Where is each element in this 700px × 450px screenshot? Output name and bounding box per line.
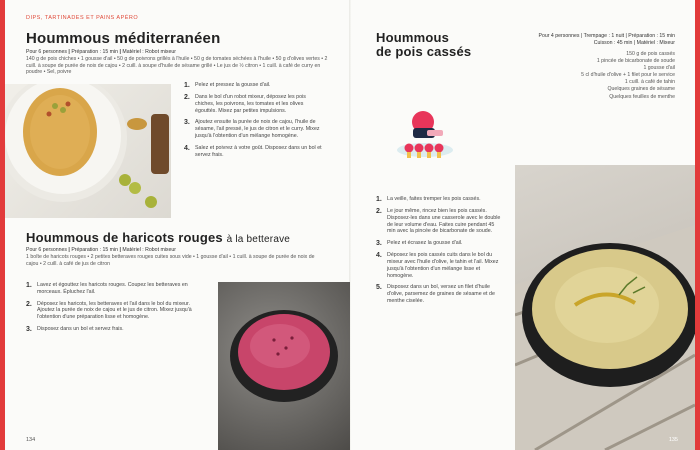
recipe1-step: 2. Dans le bol d'un robot mixeur, déposez les pois chiches, les poivrons, les tomates et les olives égouttés. Mixez par petites impulsions.: [184, 94, 306, 114]
recipe1-steps: [184, 82, 324, 163]
beet-hummus-bowl-illustration: [218, 282, 350, 450]
recipe2-steps: [26, 282, 198, 338]
section-tag: DIPS, TARTINADES ET PAINS APÉRO: [26, 15, 139, 21]
recipe2-servings: Pour 6 personnes: [26, 247, 67, 253]
recipe3-title: Hoummous de pois cassés: [376, 30, 472, 59]
recipe2-ingredients: 1 boîte de haricots rouges • 2 petites betteraves rouges cuites sous vide • 1 gousse d'ail • 1 cuill. à soupe de purée de noix de cajou • 2 cuill. à café de jus de citron: [26, 254, 315, 267]
ingredient-item: 150 g de pois cassés: [626, 51, 675, 57]
recipe3-steps: [376, 196, 502, 310]
ingredient-item: 1 pincée de bicarbonate de soude: [596, 58, 675, 65]
recipe2-prep: Préparation : 15 min: [71, 247, 119, 253]
recipe1-step: 4. Salez et poivrez à votre goût. Disposez dans un bol et servez frais.: [184, 144, 322, 158]
recipe3-step: 2. Le jour même, rincez bien les pois cassés. Disposez-les dans une casserole avec le double de leur volume d'eau. Faites cuire pendant 45 min avec la pincée de bicarbonate de soude.: [376, 208, 501, 235]
recipe3-step: 1. La veille, faites tremper les pois cassés.: [376, 196, 481, 203]
recipe3-ingredients: [535, 51, 675, 101]
recipe2-photo: [218, 282, 350, 450]
recipe2-equipment: Matériel : Robot mixeur: [122, 247, 177, 253]
page-number-right: 135: [668, 437, 678, 443]
recipe3-step: 4. Déposez les pois cassés cuits dans le bol du mixeur avec l'huile d'olive, le tahin et l'ail. Mixez jusqu'à l'obtention d'un mélange lisse et homogène.: [376, 252, 499, 279]
hummus-plate-illustration: [5, 84, 171, 218]
ingredient-item: Quelques graines de sésame: [607, 86, 675, 93]
recipe2-meta: Pour 6 personnes | Préparation : 15 min | Matériel : Robot mixeur: [26, 247, 177, 253]
recipe1-step: 3. Ajoutez ensuite la purée de noix de cajou, l'huile de sésame, l'ail pressé, le jus de citron et le curry. Mixez jusqu'à l'obtention d'un mélange homogène.: [184, 119, 320, 139]
recipe3-meta: Pour 4 personnes | Trempage : 1 nuit | Préparation : 15 min Cuisson : 45 min | Matériel : Mixeur: [538, 33, 675, 46]
recipe1-equipment: Matériel : Robot mixeur: [122, 49, 177, 55]
left-page-edge: [0, 0, 5, 450]
recipe1-title: Hoummous méditerranéen: [26, 30, 221, 47]
recipe1-prep: Préparation : 15 min: [71, 49, 119, 55]
recipe2-step: 2. Déposez les haricots, les betteraves et l'ail dans le bol du mixeur. Ajoutez la purée de noix de cajou et le jus de citron. Mixez jusqu'à l'obtention d'une préparation lisse et homogène.: [26, 300, 192, 321]
ingredient-item: 1 cuill. à café de tahin: [624, 79, 675, 86]
recipe2-step: 1. Lavez et égouttez les haricots rouges. Coupez les betteraves en morceaux. Épluchez l'ail.: [26, 282, 188, 295]
split-pea-bowl-illustration: [515, 165, 695, 450]
ingredient-item: 1 gousse d'ail: [643, 65, 675, 72]
ingredient-item: 5 cl d'huile d'olive + 1 filet pour le service: [581, 72, 675, 79]
recipe1-meta: Pour 6 personnes | Préparation : 15 min | Matériel : Robot mixeur: [26, 49, 177, 55]
recipe1-servings: Pour 6 personnes: [26, 49, 67, 55]
recipe1-step: 1. Pelez et pressez la gousse d'ail.: [184, 82, 271, 89]
recipe2-step: 3. Disposez dans un bol et servez frais.: [26, 325, 124, 333]
page-number-left: 134: [26, 437, 36, 443]
chef-illustration: [395, 102, 465, 172]
recipe1-ingredients: 140 g de pois chiches • 1 gousse d'ail • 50 g de poivrons grillés à l'huile • 50 g de tomates séchées à l'huile • 50 g d'olives vertes • 2 cuill. à soupe de purée de noix de cajou • 2 cuill. à soupe d'huile de sésame grillé • Le jus de ½ citron • 1 cuill. à café de curry en poudre • Sel, poivre: [26, 56, 328, 76]
recipe3-step: 5. Disposez dans un bol, versez un filet d'huile d'olive, parsemez de graines de sésame et de menthe ciselée.: [376, 284, 495, 304]
right-page-edge: [695, 0, 700, 450]
recipe2-subtitle: à la betterave: [226, 234, 291, 245]
recipe3-photo: [515, 165, 695, 450]
ingredient-item: Quelques feuilles de menthe: [609, 93, 675, 100]
recipe3-step: 3. Pelez et écrasez la gousse d'ail.: [376, 240, 463, 248]
recipe2-title: Hoummous de haricots rouges à la betterave: [26, 230, 291, 245]
recipe1-photo: [5, 84, 171, 218]
